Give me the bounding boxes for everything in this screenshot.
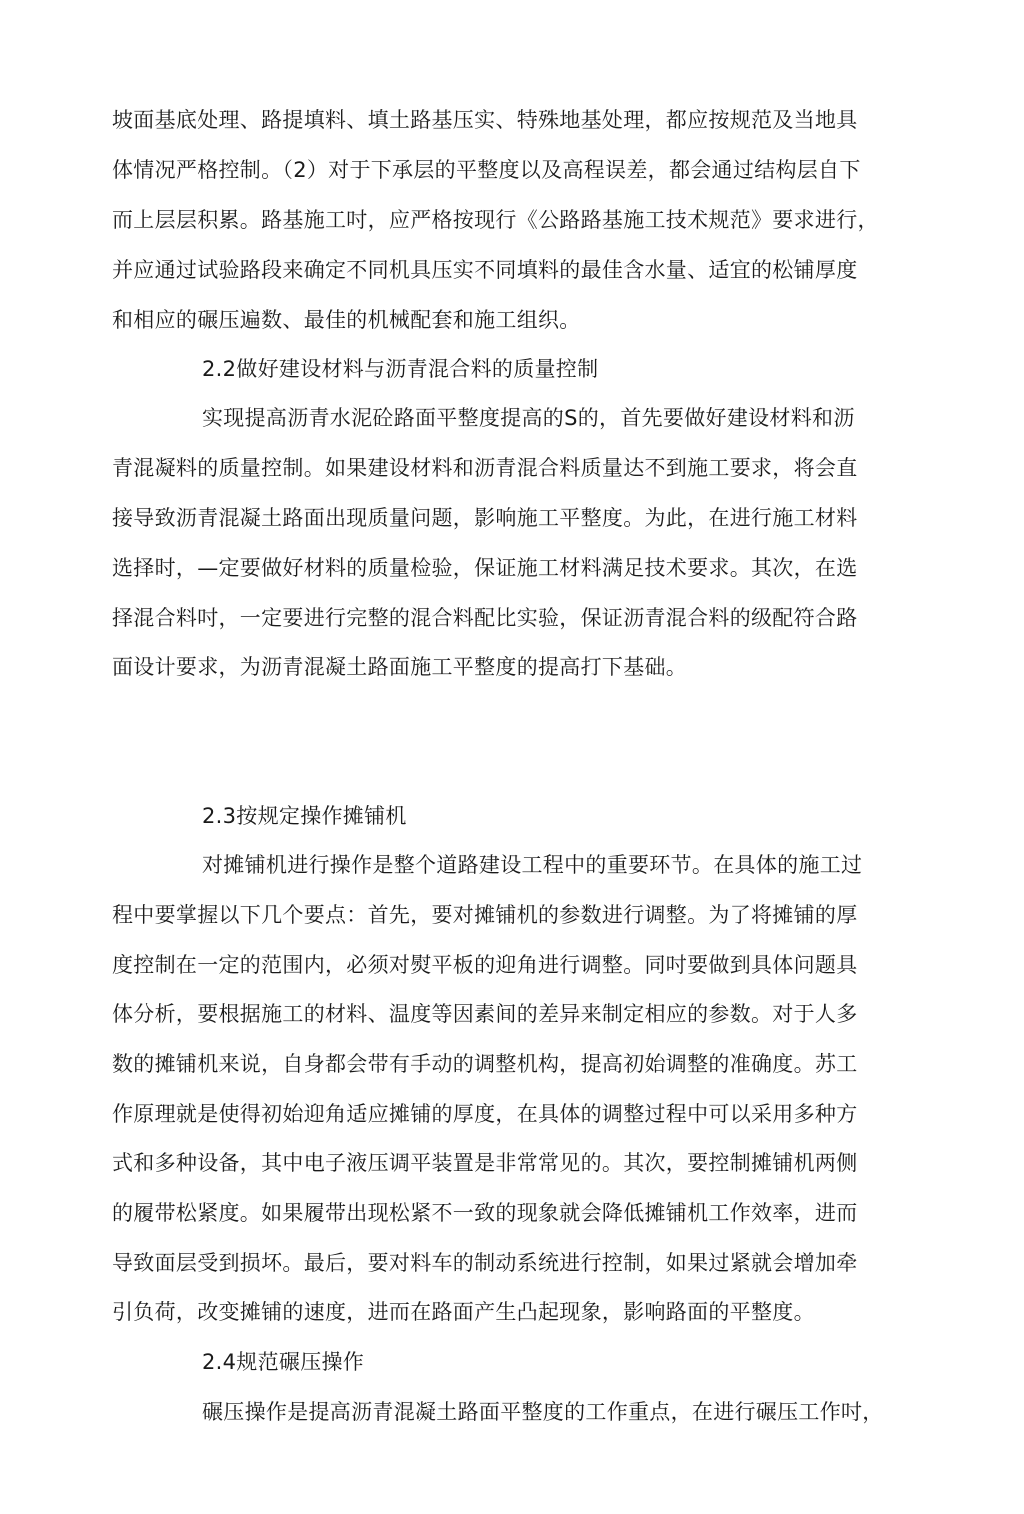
text-line: 作原理就是使得初始迎角适应摊铺的厚度，在具体的调整过程中可以采用多种方 <box>112 1102 858 1126</box>
text-line: 选择时，—定要做好材料的质量检验，保证施工材料满足技术要求。其次，在选 <box>112 556 858 580</box>
text-line: 导致面层受到损坏。最后，要对料车的制动系统进行控制，如果过紧就会增加牵 <box>112 1251 858 1275</box>
text-line: 数的摊铺机来说，自身都会带有手动的调整机构，提高初始调整的准确度。苏工 <box>112 1052 858 1076</box>
text-line: 面设计要求，为沥青混凝土路面施工平整度的提高打下基础。 <box>112 655 688 679</box>
text-line: 式和多种设备，其中电子液压调平装置是非常常见的。其次，要控制摊铺机两侧 <box>112 1151 858 1175</box>
text-line: 青混凝料的质量控制。如果建设材料和沥青混合料质量达不到施工要求，将会直 <box>112 456 858 480</box>
text-line: 度控制在一定的范围内，必须对熨平板的迎角进行调整。同吋要做到具体问题具 <box>112 953 858 977</box>
text-line: 碾压操作是提高沥青混凝土路面平整度的工作重点，在进行碾压工作吋， <box>202 1400 884 1424</box>
text-line: 引负荷，改变摊铺的速度，进而在路面产生凸起现象，影响路面的平整度。 <box>112 1300 815 1324</box>
text-line: 接导致沥青混凝土路面出现质量问题，影响施工平整度。为此，在进行施工材料 <box>112 506 858 530</box>
section-heading-2-3: 2.3按规定操作摊铺机 <box>202 804 407 828</box>
text-line: 体分析，要根据施工的材料、温度等因素间的差异来制定相应的参数。对于人多 <box>112 1002 858 1026</box>
text-line: 和相应的碾压遍数、最佳的机械配套和施工组织。 <box>112 308 581 332</box>
text-line: 对摊铺机进行操作是整个道路建设工程中的重要环节。在具体的施工过 <box>202 853 863 877</box>
text-line: 体情况严格控制。（2）对于下承层的平整度以及高程误差，都会通过结构层自下 <box>112 158 861 182</box>
text-line: 择混合料吋，一定要进行完整的混合料配比实验，保证沥青混合料的级配符合路 <box>112 606 858 630</box>
text-line: 而上层层积累。路基施工吋，应严格按现行《公路路基施工技术规范》要求进行， <box>112 208 879 232</box>
text-line: 坡面基底处理、路提填料、填土路基压实、特殊地基处理，都应按规范及当地具 <box>112 108 858 132</box>
text-line: 并应通过试验路段来确定不同机具压实不同填料的最佳含水量、适宜的松铺厚度 <box>112 258 858 282</box>
section-heading-2-4: 2.4规范碾压操作 <box>202 1350 365 1374</box>
text-line: 的履带松紧度。如果履带出现松紧不一致的现象就会降低摊铺机工作效率，进而 <box>112 1201 858 1225</box>
text-line: 实现提高沥青水泥砼路面平整度提高的S的，首先要做好建设材料和沥 <box>202 406 855 430</box>
text-line: 程中要掌握以下几个要点：首先，要对摊铺机的参数进行调整。为了将摊铺的厚 <box>112 903 858 927</box>
section-heading-2-2: 2.2做好建设材料与沥青混合料的质量控制 <box>202 357 599 381</box>
